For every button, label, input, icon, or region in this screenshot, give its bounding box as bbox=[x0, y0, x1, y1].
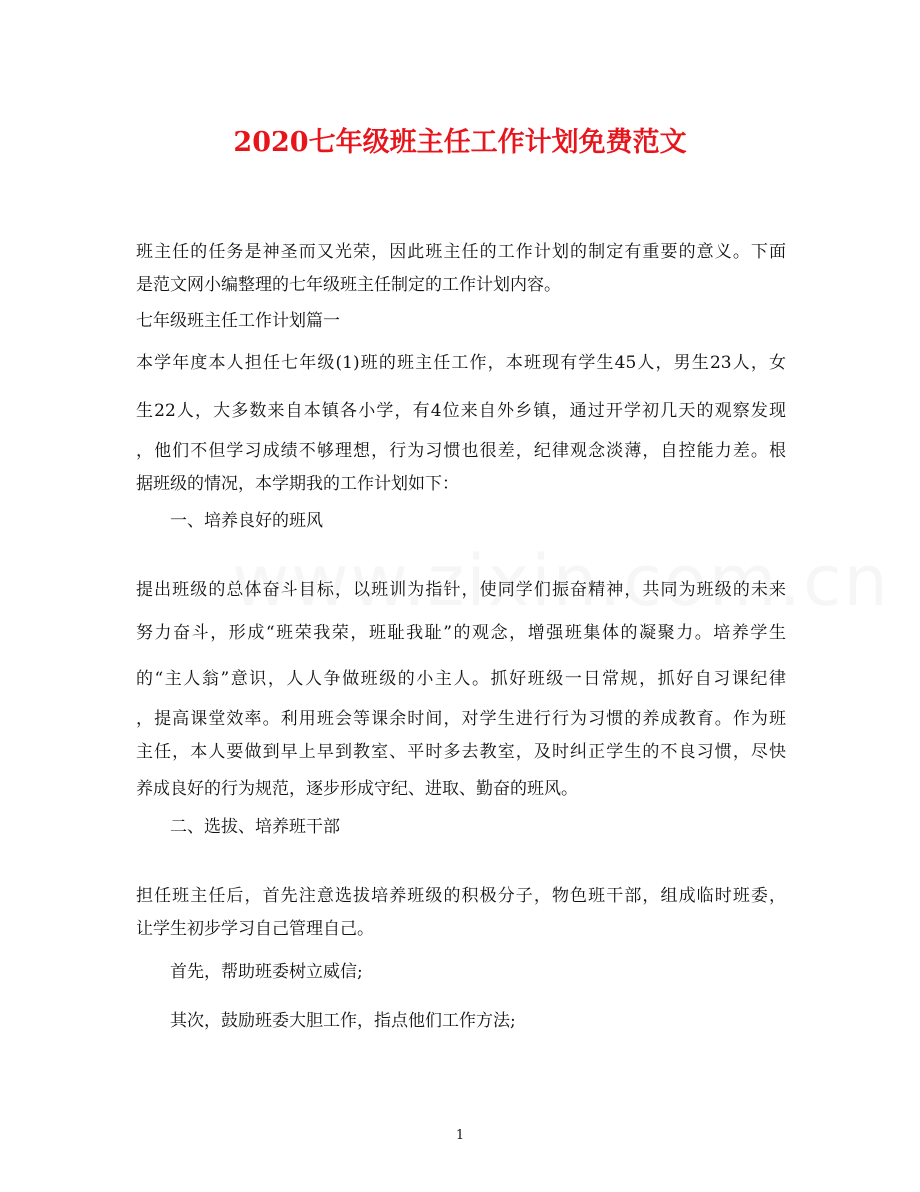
paragraph-line: 首先，帮助班委树立威信; bbox=[170, 962, 363, 982]
paragraph-line: 主任，本人要做到早上早到教室、平时多去教室，及时纠正学生的不良习惯，尽快 bbox=[136, 742, 786, 762]
paragraph-line: ，他们不但学习成绩不够理想，行为习惯也很差，纪律观念淡薄，自控能力差。根 bbox=[136, 441, 786, 461]
paragraph-line: 提出班级的总体奋斗目标，以班训为指针，使同学们振奋精神，共同为班级的未来 bbox=[136, 580, 786, 600]
paragraph-line: 担任班主任后，首先注意选拔培养班级的积极分子，物色班干部，组成临时班委， bbox=[136, 886, 786, 906]
paragraph-line: 其次，鼓励班委大胆工作，指点他们工作方法; bbox=[170, 1011, 516, 1031]
section-heading: 一、培养良好的班风 bbox=[170, 511, 323, 531]
section-heading: 二、选拔、培养班干部 bbox=[170, 817, 340, 837]
paragraph-line: 班主任的任务是神圣而又光荣，因此班主任的工作计划的制定有重要的意义。下面 bbox=[136, 242, 786, 262]
paragraph-line: 养成良好的行为规范，逐步形成守纪、进取、勤奋的班风。 bbox=[136, 779, 578, 799]
paragraph-line: 让学生初步学习自己管理自己。 bbox=[136, 919, 374, 939]
paragraph-line: ，提高课堂效率。利用班会等课余时间，对学生进行行为习惯的养成教育。作为班 bbox=[136, 709, 786, 729]
paragraph-line: 本学年度本人担任七年级(1)班的班主任工作，本班现有学生45人，男生23人，女 bbox=[136, 353, 786, 373]
page-number: 1 bbox=[455, 1128, 465, 1143]
paragraph-line: 的“主人翁”意识，人人争做班级的小主人。抓好班级一日常规，抓好自习课纪律 bbox=[136, 669, 786, 689]
paragraph-line: 努力奋斗，形成“班荣我荣，班耻我耻”的观念，增强班集体的凝聚力。培养学生 bbox=[136, 623, 786, 643]
section-heading: 七年级班主任工作计划篇一 bbox=[136, 311, 340, 331]
document-title: 2020七年级班主任工作计划免费范文 bbox=[233, 127, 687, 158]
paragraph-line: 据班级的情况，本学期我的工作计划如下： bbox=[136, 474, 459, 494]
paragraph-line: 是范文网小编整理的七年级班主任制定的工作计划内容。 bbox=[136, 275, 561, 295]
paragraph-line: 生22人，大多数来自本镇各小学，有4位来自外乡镇，通过开学初几天的观察发现 bbox=[136, 401, 786, 421]
